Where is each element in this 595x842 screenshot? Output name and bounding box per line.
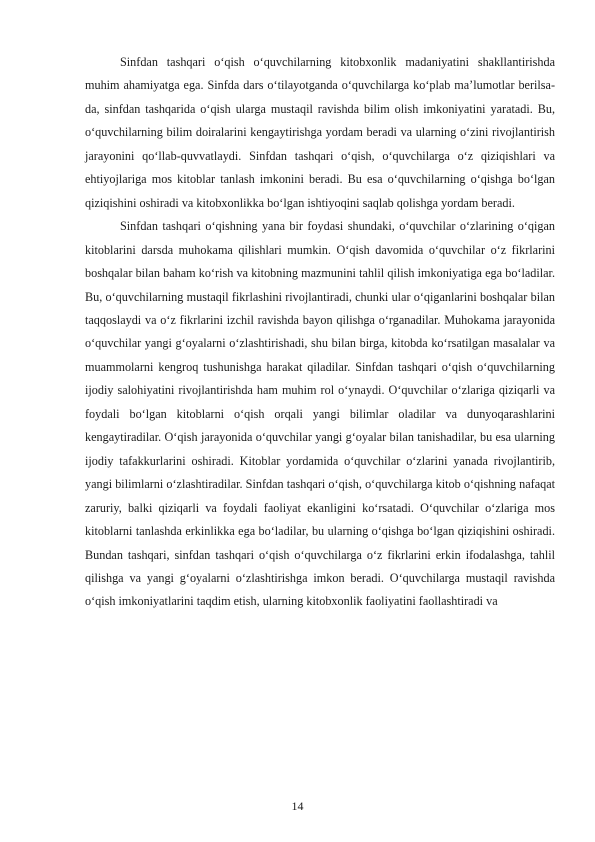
body-text [85, 51, 555, 614]
paragraph-1: Sinfdan tashqari o‘qish o‘quvchilarning kitobxonlik madaniyatini shakllantirishda muhim ahamiyatga ega. Sinfda dars o‘tilayotganda o‘quvchilarga ko‘plab ma’lumotlar berilsa-da, sinfdan tashqarida o‘qish ularga mustaqil ravishda bilim olish imkoniyatini yaratadi. Bu, o‘quvchilarning bilim doiralarini kengaytirishga yordam beradi va ularning o‘zini rivojlantirish jarayonini qo‘llab-quvvatlaydi. Sinfdan tashqari o‘qish, o‘quvchilarga o‘z qiziqishlari va ehtiyojlariga mos kitoblar tanlash imkonini beradi. Bu esa o‘quvchilarning o‘qishga bo‘lgan qiziqishini oshiradi va kitobxonlikka bo‘lgan ishtiyoqini saqlab qolishga yordam beradi. [85, 55, 555, 210]
paragraph-2: Sinfdan tashqari o‘qishning yana bir foydasi shundaki, o‘quvchilar o‘zlarining o‘qigan kitoblarini darsda muhokama qilishlari mumkin. O‘qish davomida o‘quvchilar o‘z fikrlarini boshqalar bilan baham ko‘rish va kitobning mazmunini tahlil qilish imkoniyatiga ega bo‘ladilar. Bu, o‘quvchilarning mustaqil fikrlashini rivojlantiradi, chunki ular o‘qiganlarini boshqalar bilan taqqoslaydi va o‘z fikrlarini izchil ravishda bayon qilishga o‘rganadilar. Muhokama jarayonida o‘quvchilar yangi g‘oyalarni o‘zlashtirishadi, shu bilan birga, kitobda ko‘rsatilgan masalalar va muammolarni kengroq tushunishga harakat qiladilar. Sinfdan tashqari o‘qish o‘quvchilarning ijodiy salohiyatini rivojlantirishda ham muhim rol o‘ynaydi. O‘quvchilar o‘zlariga qiziqarli va foydali bo‘lgan kitoblarni o‘qish orqali yangi bilimlar oladilar va dunyoqarashlarini kengaytiradilar. O‘qish jarayonida o‘quvchilar yangi g‘oyalar bilan tanishadilar, bu esa ularning ijodiy tafakkurlarini oshiradi. Kitoblar yordamida o‘quvchilar o‘zlarini yanada rivojlantirib, yangi bilimlarni o‘zlashtiradilar. Sinfdan tashqari o‘qish, o‘quvchilarga kitob o‘qishning nafaqat zaruriy, balki qiziqarli va foydali faoliyat ekanligini ko‘rsatadi. O‘quvchilar o‘zlariga mos kitoblarni tanlashda erkinlikka ega bo‘ladilar, bu ularning o‘qishga bo‘lgan qiziqishini oshiradi. Bundan tashqari, sinfdan tashqari o‘qish o‘quvchilarga o‘z fikrlarini erkin ifodalashga, tahlil qilishga va yangi g‘oyalarni o‘zlashtirishga imkon beradi. O‘quvchilarga mustaqil ravishda o‘qish imkoniyatlarini taqdim etish, ularning kitobxonlik faoliyatini faollashtiradi va [85, 219, 555, 609]
page-number: 14 [291, 799, 304, 813]
